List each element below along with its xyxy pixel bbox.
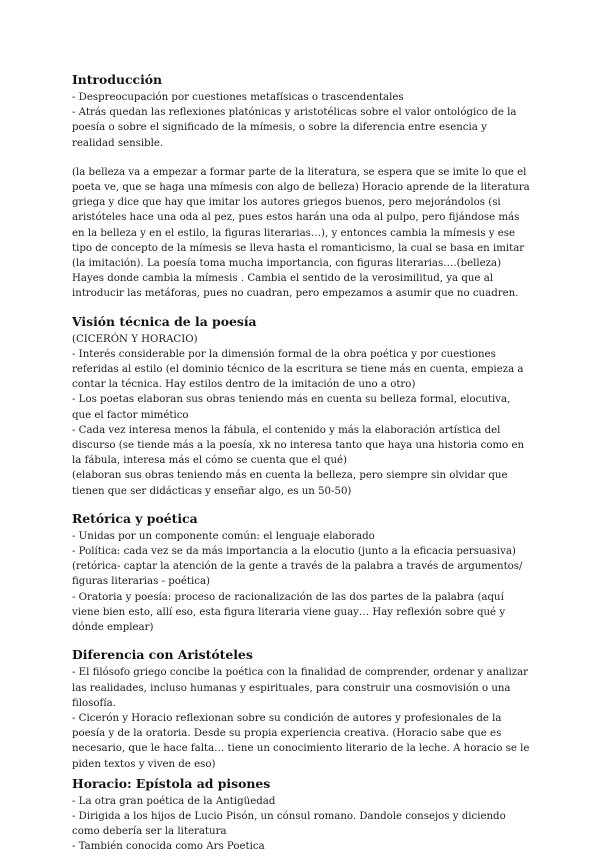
body-paragraph: (la belleza va a empezar a formar parte de la literatura, se espera que se imite lo que el poeta ve, que se haga una mímesis con algo de belleza) Horacio aprende de la literatura griega y dice que hay que imitar los autores griegos buenos, pero mejorándolos (si aristóteles hace una oda al pez, pues estos harán una oda al pulpo, pero fijándose más en la belleza y en el estilo, la figuras literarias…), y entonces cambia la mímesis y ese tipo de concepto de la mímesis se lleva hasta el romanticismo, la cual se basa en imitar (la imitación). La poesía toma mucha importancia, con figuras literarias….(belleza) Hayes donde cambia la mímesis . Cambia el sentido de la verosimilitud, ya que al introducir las metáforas, pues no cuadran, pero empezamos a asumir que no cuadren.	[72, 166, 530, 300]
paragraph-spacer	[72, 151, 532, 165]
section-introduccion	[72, 72, 532, 302]
list-item: - Los poetas elaboran sus obras teniendo más en cuenta su belleza formal, elocutiva, que el factor mimético	[72, 394, 511, 421]
list-item: - La otra gran poética de la Antigüedad	[72, 795, 276, 807]
section-heading: Visión técnica de la poesía	[72, 313, 257, 329]
section-heading: Horacio: Epístola ad pisones	[72, 775, 271, 791]
list-item: - Atrás quedan las reflexiones platónicas y aristotélicas sobre el valor ontológico de la poesía o sobre el significado de la mímesis, o sobre la diferencia entre esencia y realidad sensible.	[72, 107, 517, 149]
section-heading: Introducción	[72, 72, 163, 87]
document-body	[72, 72, 532, 867]
list-item: - Cada vez interesa menos la fábula, el contenido y más la elaboración artística del discurso (se tiende más a la poesía, xk no interesa tanto que haya una historia como en la fábula, interesa más el cómo se cuenta que el qué)	[72, 424, 525, 467]
section-vision-tecnica	[72, 314, 532, 499]
list-item: (elaboran sus obras teniendo más en cuenta la belleza, pero siempre sin olvidar que tienen que ser didácticas y enseñar algo, es un 50-50)	[72, 470, 508, 497]
list-item: (retórica- captar la atención de la gente a través de la palabra a través de argumentos/ figuras literarias - poética)	[72, 561, 523, 588]
list-item: - Dirigida a los hijos de Lucio Pisón, un cónsul romano. Dandole consejos y diciendo como debería ser la literatura	[72, 810, 506, 838]
section-heading: Retórica y poética	[72, 510, 198, 526]
list-item: - Oratoria y poesía: proceso de racionalización de las dos partes de la palabra (aquí viene bien esto, allí eso, esta figura literaria viene guay… Hay reflexión sobre qué y dónde emplear)	[72, 591, 506, 634]
list-item: - Unidas por un componente común: el lenguaje elaborado	[72, 530, 375, 542]
list-item: (CICERÓN Y HORACIO)	[72, 333, 198, 345]
list-item: - El filósofo griego concibe la poética con la finalidad de comprender, ordenar y analizar las realidades, incluso humanas y espirituales, para construir una cosmovisión o una filosofía.	[72, 667, 529, 709]
list-item: - Cicerón y Horacio reflexionan sobre su condición de autores y profesionales de la poesía y de la oratoria. Desde su propia experiencia creativa. (Horacio sabe que es necesario, que le hace falta… tiene un conocimiento literario de la leche. A horacio se le piden textos y viven de eso)	[72, 712, 530, 770]
section-retorica-poetica	[72, 511, 532, 635]
section-heading: Diferencia con Aristóteles	[72, 647, 253, 663]
list-item: - Política: cada vez se da más importancia a la elocutio (junto a la eficacia persuasiva)	[72, 546, 516, 558]
section-diferencia-aristoteles	[72, 647, 532, 771]
list-item: - Interés considerable por la dimensión formal de la obra poética y por cuestiones referidas al estilo (el dominio técnico de la escritura se tiene más en cuenta, empieza a contar la técnica. Hay estilos dentro de la imitación de uno a otro)	[72, 348, 524, 391]
list-item: - Despreocupación por cuestiones metafísicas o trascendentales	[72, 92, 404, 103]
section-horacio-epistola	[72, 776, 532, 855]
list-item: - También conocida como Ars Poetica	[72, 841, 265, 853]
